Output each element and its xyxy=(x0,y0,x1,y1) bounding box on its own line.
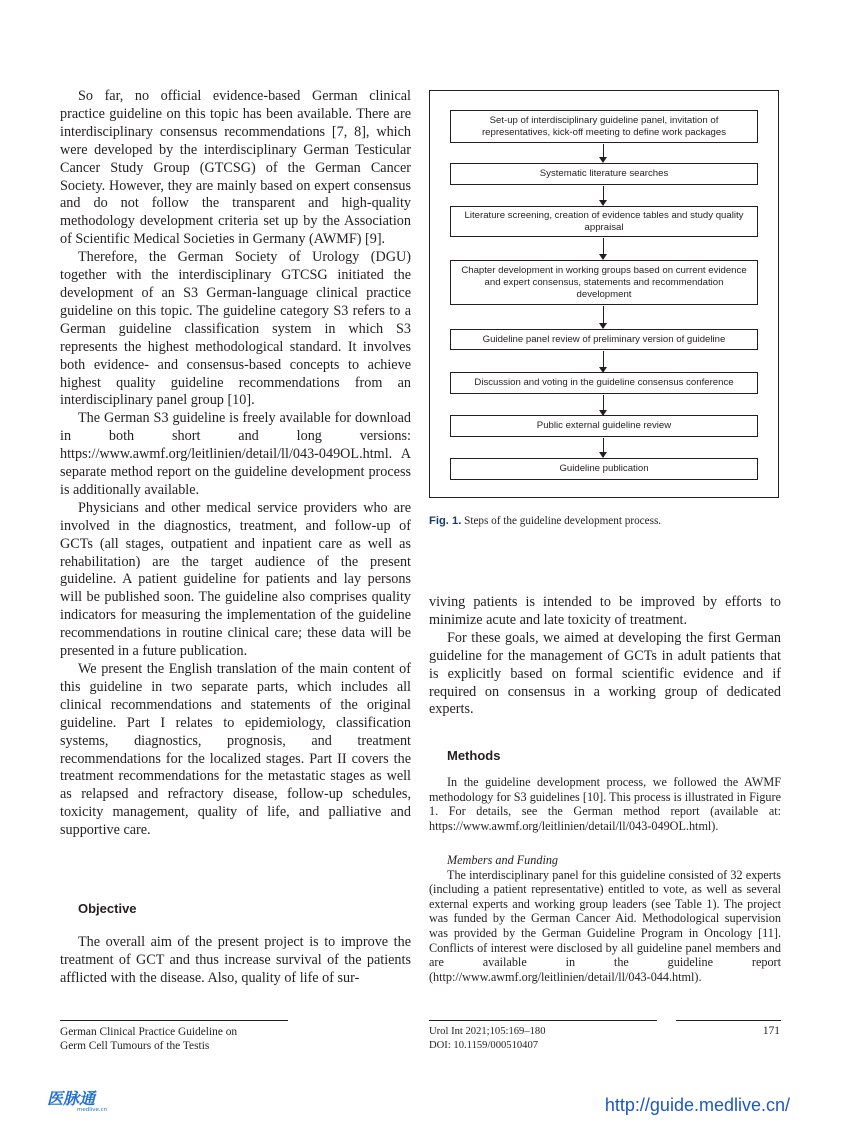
methods-section xyxy=(429,775,781,833)
paragraph: The overall aim of the present project is to improve the treatment of GCT and thus increase survival of the patients afflicted with the disease. Also, quality of life of sur- xyxy=(60,934,411,986)
paragraph: Physicians and other medical service providers who are involved in the diagnostics, treatment, and follow-up of GCTs (all stages, outpatient and inpatient care as well as rehabilitation) are the target audience of the present guideline. A patient guideline for patients and lay persons will be published soon. The guideline also comprises quality indicators for measuring the implementation of the guideline recommendations in routine clinical care; these data will be presented in a future publication. xyxy=(60,499,411,660)
footer-rule xyxy=(429,1020,657,1021)
flow-step-6: Discussion and voting in the guideline consensus conference xyxy=(450,372,758,394)
page-number: 171 xyxy=(762,1025,780,1037)
logo-text: 医脉通 xyxy=(47,1089,96,1108)
paragraph: For these goals, we aimed at developing the first German guideline for the management of GCTs in adult patients that is explicitly based on formal scientific evidence and if required on consensus in a working group of dedicated experts. xyxy=(429,629,781,718)
medlive-logo xyxy=(47,1087,117,1113)
paragraph: viving patients is intended to be improved by efforts to minimize acute and late toxicity of treatment. xyxy=(429,594,781,628)
paragraph: We present the English translation of the main content of this guideline in two separate parts, which includes all clinical recommendations and statements of the original guideline. Part I relates to epidemiology, classification systems, diagnostics, prognosis, and treatment recommendations for the localized stages. Part II covers the treatment recommendations for the metastatic stages as well as relapsed and refractory disease, follow-up schedules, toxicity management, quality of life, and palliative and supportive care. xyxy=(60,661,411,839)
arrow-down-icon xyxy=(603,438,604,457)
caption-text: Steps of the guideline development process. xyxy=(464,515,662,527)
footer-rule xyxy=(60,1020,288,1021)
arrow-down-icon xyxy=(603,238,604,259)
members-subheading: Members and Funding xyxy=(447,853,559,867)
left-column xyxy=(60,88,411,840)
caption-label: Fig. 1. xyxy=(429,515,462,527)
flow-step-4: Chapter development in working groups based on current evidence and expert consensus, statements and recommendation development xyxy=(450,260,758,305)
objective-heading: Objective xyxy=(78,901,137,916)
footer-title-line: German Clinical Practice Guideline on xyxy=(60,1026,238,1038)
flow-step-8: Guideline publication xyxy=(450,458,758,480)
methods-heading: Methods xyxy=(447,748,501,763)
paragraph: The interdisciplinary panel for this guideline consisted of 32 experts (including a patient representative) entitled to vote, as well as several external experts and working group leaders (see Table 1). The project was funded by the German Cancer Aid. Methodological supervision was provided by the German Guideline Program in Oncology [11]. Conflicts of interest were disclosed by all guideline panel members and are available in the guideline report (http://www.awmf.org/leitlinien/detail/ll/043-044.html). xyxy=(429,867,781,984)
arrow-down-icon xyxy=(603,306,604,328)
arrow-down-icon xyxy=(603,144,604,162)
figure-caption xyxy=(429,514,781,528)
flow-step-1: Set-up of interdisciplinary guideline panel, invitation of representatives, kick-off meeting to define work packages xyxy=(450,110,758,143)
paragraph: Therefore, the German Society of Urology (DGU) together with the interdisciplinary GTCSG initiated the development of an S3 German-language clinical practice guideline on this topic. The guideline category S3 refers to a German guideline classification system in which S3 represents the highest methodological standard. It involves both evidence- and consensus-based concepts to achieve highest quality guideline recommendations from an interdisciplinary panel group [10]. xyxy=(60,249,411,409)
footer-title-line: Germ Cell Tumours of the Testis xyxy=(60,1040,210,1052)
flow-step-2: Systematic literature searches xyxy=(450,163,758,185)
site-url-link[interactable]: http://guide.medlive.cn/ xyxy=(604,1095,790,1115)
right-column xyxy=(429,594,781,719)
paragraph: So far, no official evidence-based German clinical practice guideline on this topic has been available. There are interdisciplinary consensus recommendations [7, 8], which were developed by the interdisciplinary German Testicular Cancer Study Group (GTCSG) of the German Cancer Society. However, they are mainly based on expert consensus and do not follow the transparent and high-quality methodology development criteria set up by the Association of Scientific Medical Societies in Germany (AWMF) [9]. xyxy=(60,88,411,248)
arrow-down-icon xyxy=(603,351,604,372)
running-footer xyxy=(60,1025,237,1053)
objective-section xyxy=(60,934,411,988)
members-section xyxy=(429,853,781,984)
journal-citation: Urol Int 2021;105:169–180 xyxy=(429,1026,546,1037)
flow-step-5: Guideline panel review of preliminary version of guideline xyxy=(450,329,758,350)
logo-subtext: medlive.cn xyxy=(77,1107,108,1113)
doi: DOI: 10.1159/000510407 xyxy=(429,1040,539,1051)
flow-step-7: Public external guideline review xyxy=(450,415,758,437)
footer-rule xyxy=(676,1020,781,1021)
arrow-down-icon xyxy=(603,395,604,415)
paragraph: In the guideline development process, we followed the AWMF methodology for S3 guidelines [10]. This process is illustrated in Figure 1. For details, see the German method report (available at: https://www.awmf.org/leitlinien/detail/ll/043-049OL.html). xyxy=(429,775,781,833)
citation-footer xyxy=(429,1025,546,1053)
arrow-down-icon xyxy=(603,186,604,205)
figure-flowchart xyxy=(429,90,779,498)
paragraph: The German S3 guideline is freely available for download in both short and long versions: https://www.awmf.org/leitlinien/detail/ll/043-049OL.html. A separate method report on the guideline development process is additionally available. xyxy=(60,410,411,498)
flow-step-3: Literature screening, creation of evidence tables and study quality appraisal xyxy=(450,206,758,237)
